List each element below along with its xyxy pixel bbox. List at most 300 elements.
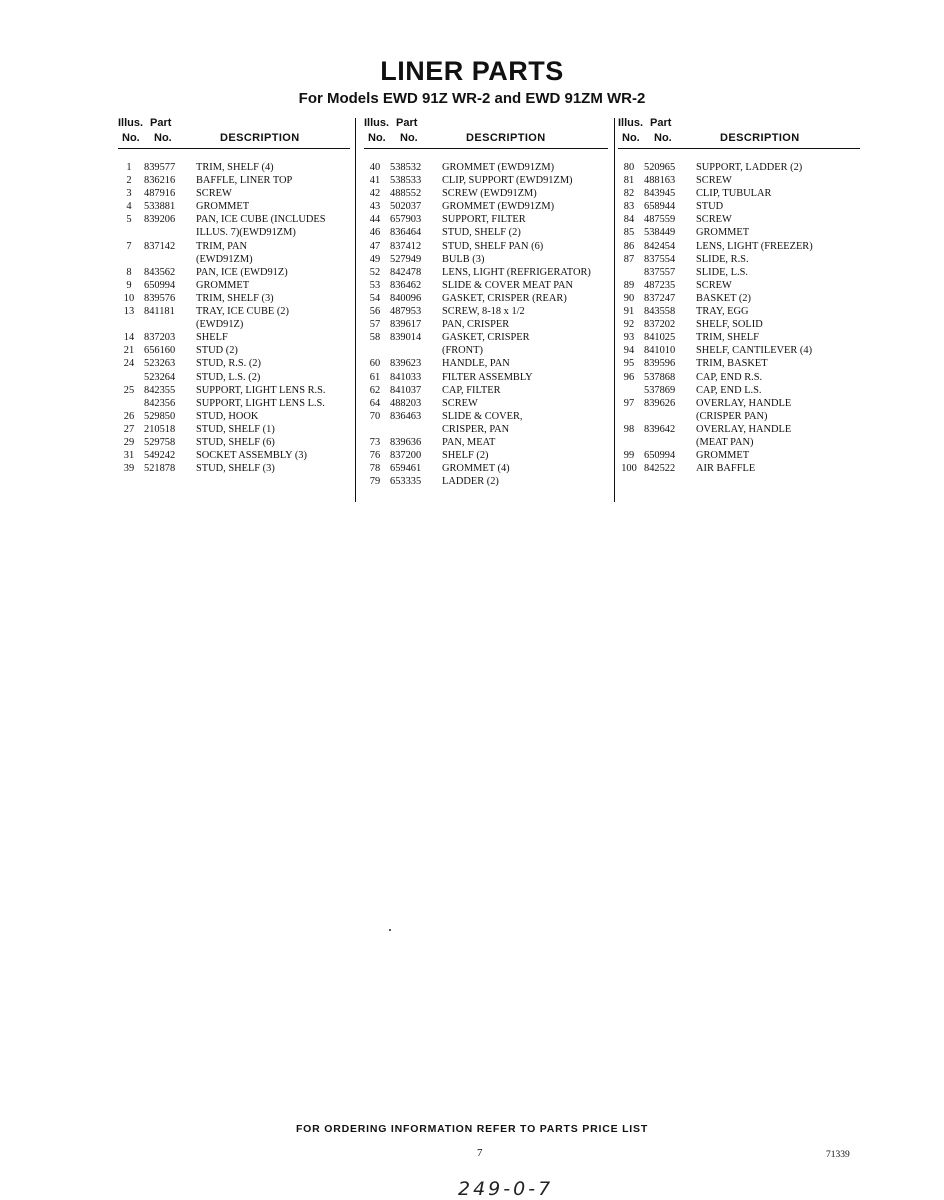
- part-row: [118, 187, 350, 200]
- part-row: [364, 384, 608, 397]
- illus-number: 5: [126, 214, 132, 226]
- document-number: 71339: [826, 1150, 850, 1160]
- part-row: [364, 226, 608, 239]
- illus-number: 62: [369, 384, 381, 396]
- part-description: STUD, HOOK: [196, 410, 259, 422]
- part-description: SCREW: [696, 279, 732, 291]
- part-row: [118, 384, 350, 397]
- part-row: [618, 279, 860, 292]
- part-description: SHELF, CANTILEVER (4): [696, 345, 813, 357]
- part-row: [118, 410, 350, 423]
- part-description: SCREW (EWD91ZM): [442, 188, 537, 200]
- part-number: 837203: [144, 332, 176, 344]
- illus-number: 43: [369, 201, 381, 213]
- part-number: 527949: [390, 253, 422, 265]
- illus-number: 58: [369, 332, 381, 344]
- part-number: 843562: [144, 266, 176, 278]
- part-row: [364, 266, 608, 279]
- part-row: [618, 305, 860, 318]
- part-description: STUD, SHELF (2): [442, 227, 521, 239]
- part-number: 529850: [144, 410, 176, 422]
- part-description: GROMMET: [696, 227, 750, 239]
- illus-number: 46: [369, 227, 381, 239]
- part-description: OVERLAY, HANDLE: [696, 423, 792, 435]
- part-row: [118, 423, 350, 436]
- part-description: SCREW: [196, 188, 232, 200]
- illus-number: 73: [369, 436, 381, 448]
- illus-number: 1: [126, 162, 132, 173]
- part-row: [618, 174, 860, 187]
- parts-column-2: [364, 116, 608, 488]
- part-row: [618, 436, 860, 449]
- part-row: [364, 423, 608, 436]
- part-row: [118, 436, 350, 449]
- part-row: [618, 357, 860, 370]
- part-row: [118, 331, 350, 344]
- part-description: SCREW: [696, 175, 732, 187]
- illus-number: 54: [369, 292, 381, 304]
- part-description: (EWD91ZM): [196, 253, 253, 265]
- part-description: GROMMET (EWD91ZM): [442, 162, 555, 173]
- part-row: [364, 253, 608, 266]
- illus-number: 21: [123, 345, 135, 357]
- header-part-no: No.: [654, 132, 672, 144]
- part-description: ILLUS. 7)(EWD91ZM): [196, 227, 296, 239]
- part-number: 841025: [644, 332, 676, 344]
- part-description: GASKET, CRISPER: [442, 332, 530, 344]
- part-number: 839014: [390, 332, 422, 344]
- header-part-no: No.: [400, 132, 418, 144]
- part-row: [618, 187, 860, 200]
- part-number: 837247: [644, 292, 676, 304]
- part-row: [118, 266, 350, 279]
- part-number: 650994: [644, 450, 676, 462]
- column-header: [118, 116, 350, 149]
- part-number: 841181: [144, 306, 175, 318]
- part-row: [364, 331, 608, 344]
- part-row: [118, 279, 350, 292]
- part-row: [118, 161, 350, 174]
- illus-number: 42: [369, 188, 381, 200]
- part-number: 520965: [644, 162, 676, 173]
- part-description: BASKET (2): [696, 292, 751, 304]
- part-row: [364, 161, 608, 174]
- illus-number: 89: [623, 279, 635, 291]
- part-description: STUD, R.S. (2): [196, 358, 261, 370]
- part-row: [618, 449, 860, 462]
- part-row: [118, 449, 350, 462]
- illus-number: 4: [126, 201, 132, 213]
- part-row: [118, 357, 350, 370]
- part-number: 843558: [644, 306, 676, 318]
- part-description: CAP, END L.S.: [696, 384, 762, 396]
- illus-number: 94: [623, 345, 635, 357]
- part-description: SHELF: [196, 332, 228, 344]
- part-number: 839636: [390, 436, 422, 448]
- part-number: 839623: [390, 358, 422, 370]
- header-part: Part: [650, 117, 672, 129]
- part-number: 549242: [144, 450, 176, 462]
- part-number: 843945: [644, 188, 676, 200]
- part-description: STUD, SHELF (3): [196, 463, 275, 475]
- part-description: SHELF, SOLID: [696, 319, 763, 331]
- part-number: 836216: [144, 175, 176, 187]
- part-number: 837142: [144, 240, 176, 252]
- part-row: [364, 174, 608, 187]
- part-row: [618, 266, 860, 279]
- part-number: 658944: [644, 201, 676, 213]
- part-description: SUPPORT, LADDER (2): [696, 162, 803, 173]
- part-row: [118, 200, 350, 213]
- illus-number: 29: [123, 436, 135, 448]
- illus-number: 86: [623, 240, 635, 252]
- part-row: [118, 397, 350, 410]
- parts-column-3: [618, 116, 860, 475]
- illus-number: [618, 410, 640, 423]
- part-number: 523264: [144, 371, 176, 383]
- part-description: STUD, L.S. (2): [196, 371, 261, 383]
- part-description: GROMMET: [196, 201, 250, 213]
- part-description: (EWD91Z): [196, 319, 244, 331]
- part-description: SCREW: [696, 214, 732, 226]
- part-number: 488163: [644, 175, 676, 187]
- illus-number: 60: [369, 358, 381, 370]
- header-description: DESCRIPTION: [220, 132, 300, 144]
- illus-number: 53: [369, 279, 381, 291]
- parts-list: [618, 161, 860, 475]
- illus-number: 64: [369, 397, 381, 409]
- part-description: SOCKET ASSEMBLY (3): [196, 450, 307, 462]
- illus-number: [118, 253, 140, 266]
- part-number: 488552: [390, 188, 422, 200]
- part-number: 210518: [144, 423, 176, 435]
- header-illus-no: No.: [368, 132, 386, 144]
- part-description: CLIP, SUPPORT (EWD91ZM): [442, 175, 573, 187]
- part-number: 841033: [390, 371, 422, 383]
- illus-number: [118, 397, 140, 410]
- part-description: GROMMET: [696, 450, 750, 462]
- header-illus: Illus.: [618, 117, 644, 129]
- illus-number: 7: [126, 240, 132, 252]
- illus-number: 79: [369, 476, 381, 488]
- part-number: 659461: [390, 463, 422, 475]
- part-row: [118, 174, 350, 187]
- part-number: 837202: [644, 319, 676, 331]
- part-number: 842356: [144, 397, 176, 409]
- illus-number: 100: [621, 463, 637, 475]
- part-number: 842522: [644, 463, 676, 475]
- part-description: TRIM, SHELF: [696, 332, 759, 344]
- part-number: 837557: [644, 266, 676, 278]
- part-number: 656160: [144, 345, 176, 357]
- header-illus-no: No.: [122, 132, 140, 144]
- part-row: [618, 161, 860, 174]
- part-number: [640, 410, 696, 423]
- illus-number: 26: [123, 410, 135, 422]
- illus-number: 40: [369, 162, 381, 173]
- part-number: 529758: [144, 436, 176, 448]
- part-number: 839577: [144, 162, 176, 173]
- illus-number: 3: [126, 188, 132, 200]
- part-number: 839642: [644, 423, 676, 435]
- illus-number: 84: [623, 214, 635, 226]
- illus-number: 13: [123, 306, 135, 318]
- illus-number: 80: [623, 162, 635, 173]
- part-row: [618, 200, 860, 213]
- header-illus: Illus.: [118, 117, 144, 129]
- part-row: [364, 410, 608, 423]
- column-divider: [614, 118, 615, 502]
- part-number: 842478: [390, 266, 422, 278]
- part-row: [118, 226, 350, 239]
- illus-number: 56: [369, 306, 381, 318]
- illus-number: [118, 318, 140, 331]
- page-title: LINER PARTS: [380, 56, 564, 86]
- part-description: TRIM, PAN: [196, 240, 248, 252]
- illus-number: 41: [369, 175, 381, 187]
- part-row: [618, 253, 860, 266]
- part-row: [364, 397, 608, 410]
- part-row: [118, 213, 350, 226]
- part-number: 533881: [144, 201, 176, 213]
- speck-mark: [389, 929, 391, 931]
- part-number: 841010: [644, 345, 676, 357]
- illus-number: [364, 344, 386, 357]
- header-description: DESCRIPTION: [466, 132, 546, 144]
- part-number: 836464: [390, 227, 422, 239]
- part-description: TRAY, ICE CUBE (2): [196, 306, 289, 318]
- illus-number: 8: [126, 266, 132, 278]
- illus-number: [618, 384, 640, 397]
- part-description: SLIDE & COVER MEAT PAN: [442, 279, 574, 291]
- part-row: [618, 384, 860, 397]
- part-row: [618, 344, 860, 357]
- part-description: GROMMET (EWD91ZM): [442, 201, 555, 213]
- header-part-no: No.: [154, 132, 172, 144]
- part-row: [118, 240, 350, 253]
- part-description: CAP, END R.S.: [696, 371, 763, 383]
- handwritten-note: 249-0-7: [458, 1178, 554, 1200]
- column-header: [618, 116, 860, 149]
- part-row: [364, 292, 608, 305]
- part-description: SLIDE & COVER,: [442, 410, 523, 422]
- part-number: 537869: [644, 384, 676, 396]
- part-number: 842355: [144, 384, 176, 396]
- part-description: LADDER (2): [442, 476, 499, 488]
- illus-number: 91: [623, 306, 635, 318]
- part-description: GROMMET: [196, 279, 250, 291]
- illus-number: [618, 436, 640, 449]
- part-number: 487235: [644, 279, 676, 291]
- part-row: [618, 226, 860, 239]
- part-description: CLIP, TUBULAR: [696, 188, 772, 200]
- part-number: 839576: [144, 292, 176, 304]
- part-number: 538533: [390, 175, 422, 187]
- part-description: OVERLAY, HANDLE: [696, 397, 792, 409]
- part-row: [364, 213, 608, 226]
- part-description: CAP, FILTER: [442, 384, 501, 396]
- part-number: 839617: [390, 319, 422, 331]
- part-description: LENS, LIGHT (FREEZER): [696, 240, 813, 252]
- header-part: Part: [150, 117, 172, 129]
- part-number: 487559: [644, 214, 676, 226]
- part-number: 837200: [390, 450, 422, 462]
- illus-number: 95: [623, 358, 635, 370]
- part-row: [364, 344, 608, 357]
- part-number: [140, 253, 196, 266]
- part-row: [618, 331, 860, 344]
- part-number: 650994: [144, 279, 176, 291]
- illus-number: 87: [623, 253, 635, 265]
- page-subtitle: For Models EWD 91Z WR-2 and EWD 91ZM WR-2: [298, 90, 646, 107]
- part-row: [364, 357, 608, 370]
- illus-number: 25: [123, 384, 135, 396]
- part-description: GROMMET (4): [442, 463, 510, 475]
- part-number: 487953: [390, 306, 422, 318]
- part-description: PAN, MEAT: [442, 436, 496, 448]
- part-description: SUPPORT, LIGHT LENS L.S.: [196, 397, 325, 409]
- part-number: 502037: [390, 201, 422, 213]
- illus-number: 92: [623, 319, 635, 331]
- part-row: [118, 292, 350, 305]
- ordering-footer: FOR ORDERING INFORMATION REFER TO PARTS PRICE LIST: [295, 1123, 649, 1135]
- part-row: [364, 318, 608, 331]
- part-description: LENS, LIGHT (REFRIGERATOR): [442, 266, 591, 278]
- illus-number: 57: [369, 319, 381, 331]
- part-row: [618, 462, 860, 475]
- header-illus-no: No.: [622, 132, 640, 144]
- part-number: 841037: [390, 384, 422, 396]
- part-description: GASKET, CRISPER (REAR): [442, 292, 567, 304]
- part-number: 657903: [390, 214, 422, 226]
- part-number: 842454: [644, 240, 676, 252]
- illus-number: 98: [623, 423, 635, 435]
- part-number: 537868: [644, 371, 676, 383]
- part-row: [364, 187, 608, 200]
- part-number: [140, 318, 196, 331]
- column-divider: [355, 118, 356, 502]
- part-number: 538449: [644, 227, 676, 239]
- part-number: 488203: [390, 397, 422, 409]
- illus-number: 90: [623, 292, 635, 304]
- header-description: DESCRIPTION: [720, 132, 800, 144]
- illus-number: 82: [623, 188, 635, 200]
- page-number: 7: [477, 1147, 483, 1159]
- part-row: [618, 397, 860, 410]
- part-row: [118, 462, 350, 475]
- illus-number: 27: [123, 423, 135, 435]
- illus-number: 49: [369, 253, 381, 265]
- parts-list: [364, 161, 608, 488]
- part-description: TRIM, SHELF (4): [196, 162, 274, 173]
- part-description: STUD, SHELF PAN (6): [442, 240, 544, 252]
- part-description: (FRONT): [442, 345, 483, 357]
- header-part: Part: [396, 117, 418, 129]
- part-row: [364, 200, 608, 213]
- illus-number: [118, 226, 140, 239]
- parts-list: [118, 161, 350, 475]
- part-row: [364, 436, 608, 449]
- part-description: STUD, SHELF (6): [196, 436, 275, 448]
- part-description: CRISPER, PAN: [442, 423, 510, 435]
- part-number: 653335: [390, 476, 422, 488]
- part-description: AIR BAFFLE: [696, 463, 756, 475]
- part-description: PAN, CRISPER: [442, 319, 510, 331]
- column-header: [364, 116, 608, 149]
- part-number: 538532: [390, 162, 422, 173]
- part-description: SLIDE, R.S.: [696, 253, 749, 265]
- illus-number: [118, 371, 140, 384]
- part-number: [640, 436, 696, 449]
- part-description: BULB (3): [442, 253, 485, 265]
- part-row: [618, 292, 860, 305]
- part-row: [364, 371, 608, 384]
- illus-number: 61: [369, 371, 381, 383]
- part-number: 840096: [390, 292, 422, 304]
- part-description: SCREW, 8-18 x 1/2: [442, 306, 525, 318]
- part-description: SCREW: [442, 397, 478, 409]
- part-row: [118, 305, 350, 318]
- part-row: [618, 410, 860, 423]
- part-row: [618, 423, 860, 436]
- illus-number: 39: [123, 463, 135, 475]
- part-row: [618, 240, 860, 253]
- illus-number: 14: [123, 332, 135, 344]
- illus-number: 97: [623, 397, 635, 409]
- illus-number: 76: [369, 450, 381, 462]
- part-number: 836462: [390, 279, 422, 291]
- part-number: 839596: [644, 358, 676, 370]
- part-description: (MEAT PAN): [696, 436, 754, 448]
- part-number: [386, 423, 442, 436]
- part-row: [364, 475, 608, 488]
- illus-number: 93: [623, 332, 635, 344]
- illus-number: 70: [369, 410, 381, 422]
- part-description: TRIM, BASKET: [696, 358, 768, 370]
- part-number: 839206: [144, 214, 176, 226]
- illus-number: [618, 266, 640, 279]
- part-description: FILTER ASSEMBLY: [442, 371, 533, 383]
- part-row: [364, 279, 608, 292]
- illus-number: 99: [623, 450, 635, 462]
- part-row: [364, 449, 608, 462]
- part-description: TRIM, SHELF (3): [196, 292, 274, 304]
- illus-number: 31: [123, 450, 135, 462]
- part-row: [118, 344, 350, 357]
- illus-number: 96: [623, 371, 635, 383]
- part-description: SLIDE, L.S.: [696, 266, 748, 278]
- part-number: 839626: [644, 397, 676, 409]
- illus-number: 10: [123, 292, 135, 304]
- part-description: STUD: [696, 201, 724, 213]
- part-number: 487916: [144, 188, 176, 200]
- illus-number: 9: [126, 279, 132, 291]
- illus-number: 78: [369, 463, 381, 475]
- part-number: [140, 226, 196, 239]
- illus-number: 24: [123, 358, 135, 370]
- part-description: SUPPORT, LIGHT LENS R.S.: [196, 384, 326, 396]
- part-description: STUD, SHELF (1): [196, 423, 275, 435]
- header-illus: Illus.: [364, 117, 390, 129]
- illus-number: 47: [369, 240, 381, 252]
- illus-number: 44: [369, 214, 381, 226]
- illus-number: 85: [623, 227, 635, 239]
- part-row: [618, 371, 860, 384]
- illus-number: 52: [369, 266, 381, 278]
- part-description: SHELF (2): [442, 450, 489, 462]
- part-description: (CRISPER PAN): [696, 410, 768, 422]
- part-row: [118, 371, 350, 384]
